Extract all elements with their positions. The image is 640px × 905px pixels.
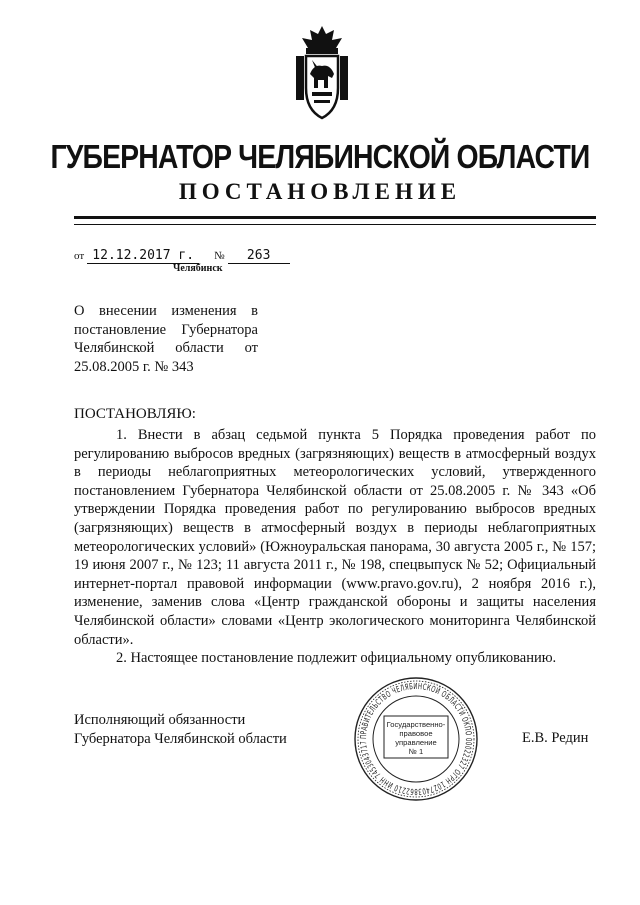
header-rule-thin xyxy=(74,224,596,225)
document-meta xyxy=(74,248,290,264)
date-label: от xyxy=(74,250,85,262)
decree-word: ПОСТАНОВЛЯЮ: xyxy=(74,406,196,422)
signer-position xyxy=(74,711,287,748)
number-label: № xyxy=(214,250,225,262)
document-subject: О внесении изменения в постановление Губернатора Челябинской области от 25.08.2005 г. № 343 xyxy=(74,303,258,375)
header-rule-thick xyxy=(74,216,596,219)
paragraph-1: 1. Внести в абзац седьмой пункта 5 Порядка проведения работ по регулированию выбросов вредных (загрязняющих) веществ в атмосферный воздух в периоды неблагоприятных метеорологических условий, утвержденного постановлением Губернатора Челябинской области от 25.08.2005 г. № 343 «Об утверждении Порядка проведения работ по регулированию выбросов вредных (загрязняющих) веществ в атмосферный воздух в периоды неблагоприятных метеорологических условий» (Южноуральская панорама, 30 августа 2005 г., № 157; 19 июня 2007 г., № 123; 11 августа 2011 г., № 198, спецвыпуск № 52; Официальный интернет-портал правовой информации (www.pravo.gov.ru), 2 ноября 2016 г.), изменение, заменив слова «Центр гражданской обороны и защиты населения Челябинской области» словами «Центр экологического мониторинга Челябинской области». xyxy=(74,427,596,648)
seal-center-line4: № 1 xyxy=(408,747,424,756)
signer-name: Е.В. Редин xyxy=(522,730,589,746)
document-number: 263 xyxy=(228,249,290,264)
paragraph-2: 2. Настоящее постановление подлежит официальному опубликованию. xyxy=(116,650,557,667)
document-date: 12.12.2017 г. xyxy=(87,249,199,264)
document-type: ПОСТАНОВЛЕНИЕ xyxy=(178,179,462,204)
signer-position-line1: Исполняющий обязанности xyxy=(74,712,246,728)
document-city: Челябинск xyxy=(173,263,223,274)
signer-position-line2: Губернатора Челябинской области xyxy=(74,730,287,747)
seal-center-line3: управление xyxy=(395,738,437,747)
issuer-title: ГУБЕРНАТОР ЧЕЛЯБИНСКОЙ ОБЛАСТИ xyxy=(50,138,590,175)
official-seal xyxy=(352,676,480,802)
seal-center-line2: правовое xyxy=(399,729,433,738)
document-body xyxy=(74,426,596,668)
seal-center-line1: Государственно- xyxy=(386,720,446,729)
coat-of-arms-icon xyxy=(288,24,356,120)
seal-ring-text: ПРАВИТЕЛЬСТВО ЧЕЛЯБИНСКОЙ ОБЛАСТИ ОКПО 00022327 ОГРН 1027403862210 ИНН 7453043717 xyxy=(357,680,475,798)
